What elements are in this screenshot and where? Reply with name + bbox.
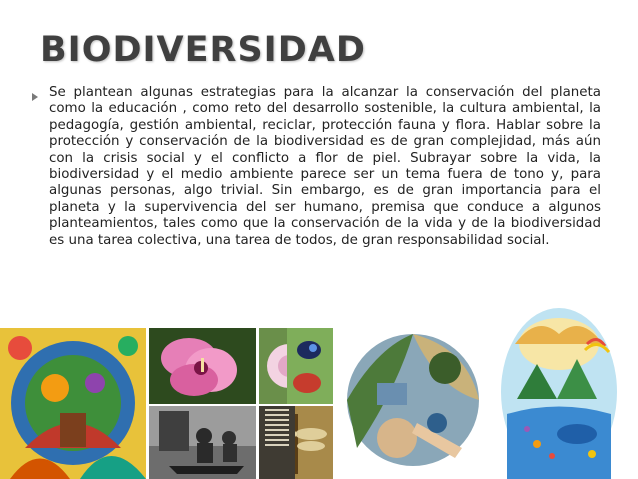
documentary-card — [259, 406, 295, 479]
painted-mural-image — [0, 328, 146, 479]
pink-flower-image — [149, 328, 256, 404]
image-collage — [0, 300, 638, 479]
triangle-bullet-icon — [32, 93, 38, 101]
eco-world-illustration — [497, 304, 622, 479]
earth-hand-collage — [337, 328, 489, 479]
slide-title: BIODIVERSIDAD — [40, 30, 366, 70]
bw-people-photo — [149, 406, 256, 479]
slide-body-text: Se plantean algunas estrategias para la alcanzar la conservación del planeta como la educación , como reto del desarrollo sostenible, la cultura ambiental, la pedagogía, gestión ambiental, reciclar, protección fauna y flora. Hablar sobre la protección y conservación de la biodiversidad es de gran complejidad, más aún con la crisis social y el conflicto a flor de piel. Subrayar sobre la vida, la biodiversidad y el medio ambiente parece ser un tema fuera de tono y, para algunas personas, algo trivial. Sin embargo, es de gran importancia para el planeta y la supervivencia del ser humano, premisa que conduce a algunos planteamientos, tales como que la conservación de la vida y de la biodiversidad es una tarea colectiva, una tarea de todos, de gran responsabilidad social. — [49, 85, 601, 248]
bird-photo — [287, 328, 333, 404]
